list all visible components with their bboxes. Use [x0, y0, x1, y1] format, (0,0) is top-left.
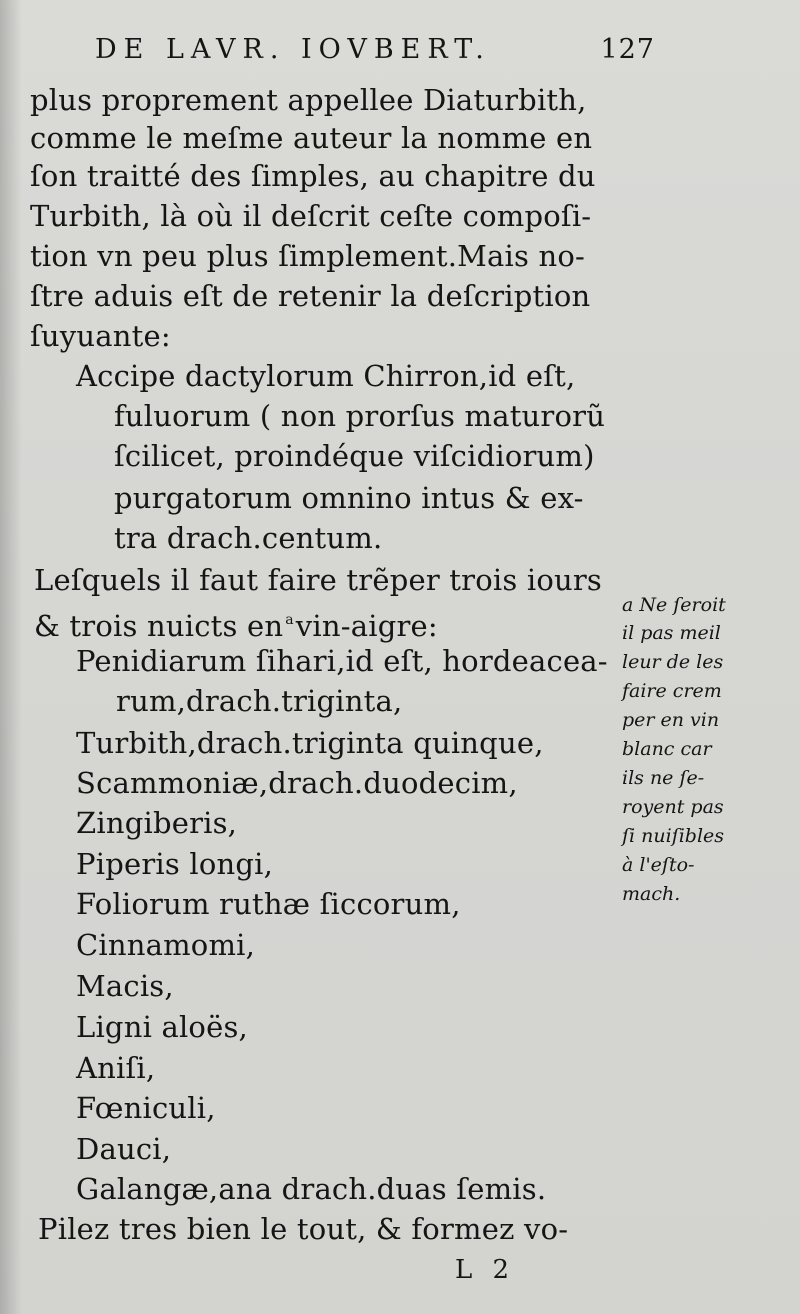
- text-line: Macis,: [76, 969, 174, 1003]
- text-line: ſtre aduis eſt de retenir la deſcription: [30, 279, 591, 313]
- margin-note-line: per en vin: [622, 709, 720, 731]
- text-line-with-note-ref: [34, 602, 438, 644]
- text-line: Accipe dactylorum Chirron,id eſt,: [76, 359, 576, 393]
- text-line: comme le meſme auteur la nomme en: [30, 121, 593, 155]
- margin-note-line: ils ne ſe-: [622, 767, 705, 789]
- margin-note-line: il pas meil: [622, 622, 721, 644]
- signature-mark: L 2: [455, 1255, 516, 1285]
- text-line: purgatorum omnino intus & ex-: [114, 481, 584, 515]
- text-line: ſuyuante:: [30, 319, 171, 353]
- margin-note-line: blanc car: [622, 738, 712, 760]
- text-line: Pilez tres bien le tout, & formez vo-: [38, 1212, 569, 1246]
- text-line: Cinnamomi,: [76, 928, 256, 962]
- text-line: Ligni aloës,: [76, 1010, 248, 1044]
- text-segment: & trois nuicts en: [34, 609, 284, 643]
- text-line: Foliorum ruthæ ſiccorum,: [76, 887, 461, 921]
- margin-note-line: ſi nuiſibles: [622, 825, 725, 847]
- margin-note-line: royent pas: [622, 796, 724, 818]
- text-line: Aniſi,: [76, 1051, 156, 1085]
- text-line: Turbith, là où il deſcrit ceſte compoſi-: [30, 199, 592, 233]
- text-line: Zingiberis,: [76, 806, 238, 840]
- running-title: DE LAVR. IOVBERT.: [95, 34, 491, 65]
- text-line: Fœniculi,: [76, 1091, 216, 1125]
- margin-note-line: mach.: [622, 883, 681, 905]
- text-line: Dauci,: [76, 1132, 172, 1166]
- margin-note-line: faire crem: [622, 680, 722, 702]
- page-number: 127: [600, 34, 655, 65]
- text-segment: vin-aigre:: [295, 609, 438, 643]
- text-line: Galangæ,ana drach.duas ſemis.: [76, 1172, 547, 1206]
- text-line: rum,drach.triginta,: [116, 684, 403, 718]
- text-line: ſcilicet, proindéque viſcidiorum): [114, 439, 595, 473]
- text-line: plus proprement appellee Diaturbith,: [30, 83, 587, 117]
- text-line: ſon traitté des ſimples, au chapitre du: [30, 159, 596, 193]
- text-line: Scammoniæ,drach.duodecim,: [76, 766, 518, 800]
- text-line: tra drach.centum.: [114, 521, 383, 555]
- margin-note-line: à l'eſto-: [622, 854, 695, 876]
- text-line: tion vn peu plus ſimplement.Mais no-: [30, 239, 586, 273]
- text-line: Piperis longi,: [76, 847, 274, 881]
- note-reference-marker: a: [285, 612, 294, 628]
- text-line: Penidiarum ſihari,id eſt, hordeacea-: [76, 644, 608, 678]
- margin-note-line: a Ne ſeroit: [622, 594, 726, 616]
- text-line: fuluorum ( non prorſus maturorũ: [114, 399, 606, 433]
- text-line: Leſquels il faut faire trẽper trois iours: [34, 563, 603, 597]
- margin-note-line: leur de les: [622, 651, 724, 673]
- text-line: Turbith,drach.triginta quinque,: [76, 726, 544, 760]
